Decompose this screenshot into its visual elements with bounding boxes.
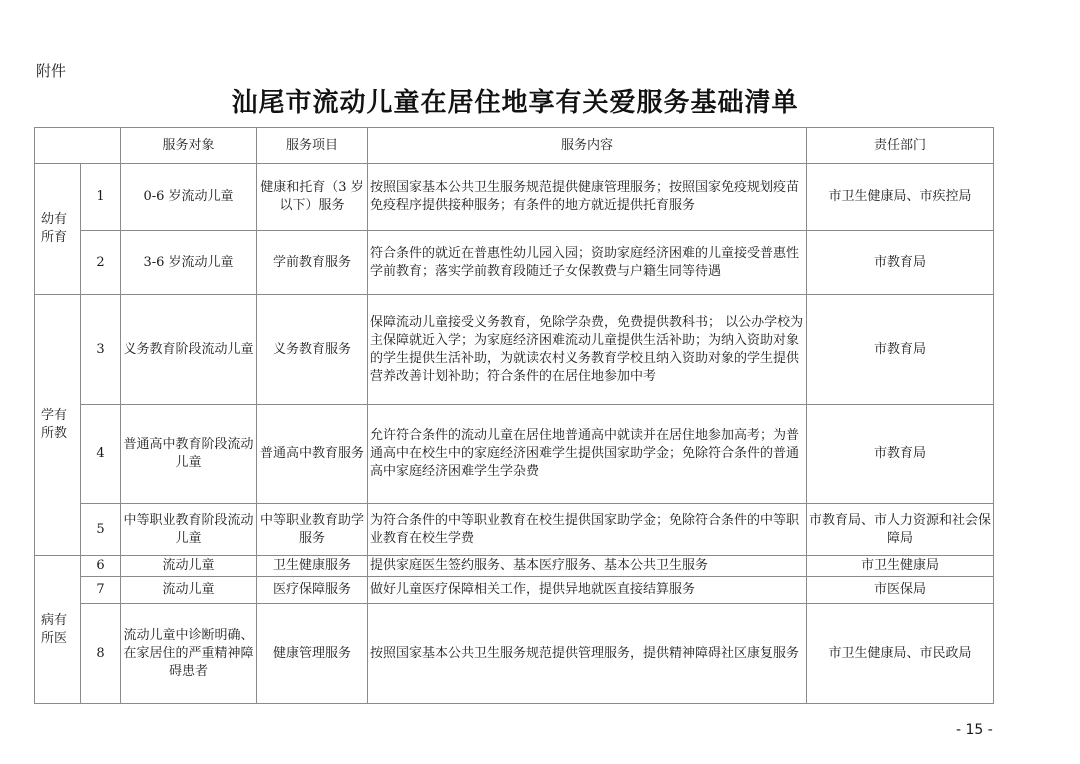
row-number: 8 <box>81 604 121 704</box>
service-project: 医疗保障服务 <box>257 577 368 604</box>
table-row <box>35 295 994 405</box>
service-project: 健康管理服务 <box>257 604 368 704</box>
service-content: 做好儿童医疗保障相关工作，提供异地就医直接结算服务 <box>368 577 807 604</box>
table-row <box>35 405 994 504</box>
responsible-department: 市教育局 <box>807 295 994 405</box>
header-project: 服务项目 <box>257 128 368 164</box>
row-number: 7 <box>81 577 121 604</box>
service-content: 提供家庭医生签约服务、基本医疗服务、基本公共卫生服务 <box>368 556 807 577</box>
category-cell: 病有所医 <box>35 556 81 704</box>
row-number: 6 <box>81 556 121 577</box>
table-row <box>35 164 994 231</box>
service-target: 流动儿童中诊断明确、在家居住的严重精神障碍患者 <box>121 604 257 704</box>
responsible-department: 市教育局、市人力资源和社会保障局 <box>807 504 994 556</box>
service-target: 中等职业教育阶段流动儿童 <box>121 504 257 556</box>
service-content: 为符合条件的中等职业教育在校生提供国家助学金；免除符合条件的中等职业教育在校生学费 <box>368 504 807 556</box>
responsible-department: 市卫生健康局 <box>807 556 994 577</box>
category-cell: 幼有所育 <box>35 164 81 295</box>
service-content: 允许符合条件的流动儿童在居住地普通高中就读并在居住地参加高考；为普通高中在校生中的家庭经济困难学生提供国家助学金；免除符合条件的普通高中家庭经济困难学生学杂费 <box>368 405 807 504</box>
service-target: 流动儿童 <box>121 556 257 577</box>
service-target: 3-6 岁流动儿童 <box>121 231 257 295</box>
header-target: 服务对象 <box>121 128 257 164</box>
service-project: 健康和托育（3 岁以下）服务 <box>257 164 368 231</box>
responsible-department: 市卫生健康局、市民政局 <box>807 604 994 704</box>
row-number: 4 <box>81 405 121 504</box>
service-project: 义务教育服务 <box>257 295 368 405</box>
service-project: 卫生健康服务 <box>257 556 368 577</box>
document-title: 汕尾市流动儿童在居住地享有关爱服务基础清单 <box>231 88 799 118</box>
header-content: 服务内容 <box>368 128 807 164</box>
service-target: 普通高中教育阶段流动儿童 <box>121 405 257 504</box>
responsible-department: 市教育局 <box>807 231 994 295</box>
attachment-label: 附件 <box>36 62 67 80</box>
service-content: 符合条件的就近在普惠性幼儿园入园；资助家庭经济困难的儿童接受普惠性学前教育；落实学前教育段随迁子女保教费与户籍生同等待遇 <box>368 231 807 295</box>
table-header-row <box>35 128 994 164</box>
service-project: 学前教育服务 <box>257 231 368 295</box>
service-target: 流动儿童 <box>121 577 257 604</box>
table-row <box>35 604 994 704</box>
page-number: - 15 - <box>956 722 993 738</box>
service-content: 按照国家基本公共卫生服务规范提供健康管理服务；按照国家免疫规划疫苗免疫程序提供接种服务；有条件的地方就近提供托育服务 <box>368 164 807 231</box>
table-row <box>35 231 994 295</box>
service-target: 0-6 岁流动儿童 <box>121 164 257 231</box>
row-number: 1 <box>81 164 121 231</box>
service-project: 中等职业教育助学服务 <box>257 504 368 556</box>
row-number: 5 <box>81 504 121 556</box>
responsible-department: 市卫生健康局、市疾控局 <box>807 164 994 231</box>
service-content: 按照国家基本公共卫生服务规范提供管理服务，提供精神障碍社区康复服务 <box>368 604 807 704</box>
table-row <box>35 577 994 604</box>
table-row <box>35 556 994 577</box>
responsible-department: 市医保局 <box>807 577 994 604</box>
responsible-department: 市教育局 <box>807 405 994 504</box>
row-number: 2 <box>81 231 121 295</box>
header-category <box>35 128 121 164</box>
service-content: 保障流动儿童接受义务教育，免除学杂费，免费提供教科书； 以公办学校为主保障就近入学；为家庭经济困难流动儿童提供生活补助；为纳入资助对象的学生提供生活补助，为就读农村义务教育学校且纳入资助对象的学生提供营养改善计划补助；符合条件的在居住地参加中考 <box>368 295 807 405</box>
service-target: 义务教育阶段流动儿童 <box>121 295 257 405</box>
row-number: 3 <box>81 295 121 405</box>
table-row <box>35 504 994 556</box>
header-department: 责任部门 <box>807 128 994 164</box>
service-project: 普通高中教育服务 <box>257 405 368 504</box>
service-list-table <box>34 127 994 704</box>
category-cell: 学有所教 <box>35 295 81 556</box>
